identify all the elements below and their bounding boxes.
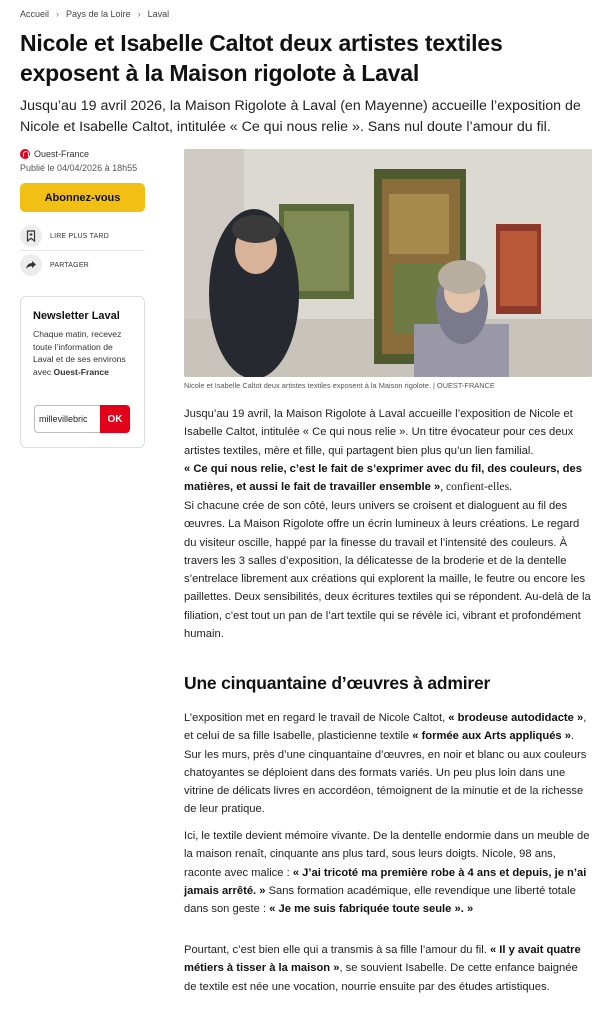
sidebar-divider [20, 250, 145, 251]
quote: « brodeuse autodidacte » [448, 712, 584, 724]
article-title: Nicole et Isabelle Caltot deux artistes textiles exposent à la Maison rigolote à Laval [20, 30, 503, 86]
article-meta [20, 149, 170, 173]
newsletter-ok-button[interactable]: OK [100, 405, 130, 433]
chevron-right-icon: › [56, 9, 60, 19]
photo-illustration [184, 149, 592, 377]
quote: « Il y avait quatre métiers à tisser à la maison » [184, 944, 581, 975]
paragraph-text: . Sur les murs, près d’une cinquantaine d’œuvres, en noir et blanc ou aux couleurs chatoyantes se déploient dans des formats variés. Un peu plus loin dans une vitrine de délicats livres en accordéon, témoignent de la minutie et de la richesse de leur pratique. [184, 730, 587, 816]
paragraph-text: , et celui de sa fille Isabelle, plasticienne textile [184, 712, 587, 743]
quote: « Ce qui nous relie, c’est le fait de s’exprimer avec du fil, des couleurs, des matières, et aussi le fait de travailler ensemble » [184, 462, 582, 494]
share-label: PARTAGER [50, 261, 89, 269]
newsletter-box [20, 296, 145, 448]
breadcrumb [20, 9, 169, 19]
read-later-button[interactable] [20, 225, 109, 247]
paragraph-text: , confient-elles. [440, 480, 512, 494]
quote: « J’ai tricoté ma première robe à 4 ans et depuis, je n’ai jamais arrêté. » [184, 866, 587, 897]
article-paragraph-4 [184, 827, 592, 918]
paragraph-text: , se souvient Isabelle. De cette enfance baignée de textile est née une vocation, nourrie ensuite par des études artistiques. [184, 962, 578, 993]
article-lede: Jusqu’au 19 avril 2026, la Maison Rigolote à Laval (en Mayenne) accueille l’exposition de Nicole et Isabelle Caltot, intitulée « Ce qui nous relie ». Sans nul doute l’amour du fil. [20, 98, 581, 135]
subscribe-button[interactable]: Abonnez-vous [20, 183, 145, 212]
paragraph-text: Jusqu’au 19 avril, la Maison Rigolote à Laval accueille l’exposition de Nicole et Isabelle Caltot, intitulée « Ce qui nous relie ». Un titre évocateur pour ces deux artistes textiles, mère et fille, qui partagent bien plus qu’un lien familial. [184, 408, 574, 457]
article-paragraph-1 [184, 405, 592, 496]
breadcrumb-link-city[interactable]: Laval [147, 9, 170, 19]
paragraph-text: Ici, le textile devient mémoire vivante. De la dentelle endormie dans un meuble de la maison renaît, cinquante ans plus tard, sous leurs doigts. Nicole, 98 ans, raconte avec malice : [184, 830, 590, 879]
newsletter-title: Newsletter Laval [33, 310, 120, 322]
paragraph-text: Pourtant, c’est bien elle qui a transmis à sa fille l’amour du fil. [184, 944, 490, 956]
article-paragraph-2: Si chacune crée de son côté, leurs univers se croisent et dialoguent au fil des œuvres. La Maison Rigolote offre un écrin lumineux à leurs créations. Le regard du visiteur oscille, happé par la finesse du travail et l’intensité des couleurs. À travers les 3 salles d’exposition, la délicatesse de la broderie et de la dentelle s’entrelace librement aux créations qui explorent la maille, le feutre ou encore les paillettes. Deux sensibilités, deux écritures textiles qui se répondent. Au-delà de la filiation, c’est tout un pan de l’art textile qui se révèle ici, vibrant et profondément humain. [184, 500, 591, 641]
source-name: Ouest-France [34, 149, 90, 159]
article-subheading: Une cinquantaine d’œuvres à admirer [184, 673, 491, 693]
photo-caption: Nicole et Isabelle Caltot deux artistes textiles exposent à la Maison rigolote. | OUEST-FRANCE [184, 381, 495, 390]
chevron-right-icon: › [137, 9, 141, 19]
newsletter-description [33, 328, 132, 378]
publish-date: Publié le 04/04/2026 à 18h55 [20, 163, 138, 173]
article-photo [184, 149, 592, 377]
read-later-label: LIRE PLUS TARD [50, 232, 109, 240]
quote-close: » [463, 903, 474, 916]
paragraph-text: L’exposition met en regard le travail de Nicole Caltot, [184, 712, 449, 724]
share-button[interactable] [20, 254, 89, 276]
breadcrumb-link-accueil[interactable]: Accueil [20, 9, 50, 19]
newsletter-brand: Ouest-France [53, 366, 109, 377]
breadcrumb-link-region[interactable]: Pays de la Loire [66, 9, 131, 19]
article-paragraph-3 [184, 709, 592, 819]
newsletter-form [34, 405, 130, 433]
newsletter-text: Chaque matin, recevez toute l’information de Laval et de ses environs avec [33, 329, 126, 377]
ouest-france-logo-icon [20, 149, 30, 159]
article-paragraph-5 [184, 941, 592, 996]
quote: « Je me suis fabriquée toute seule ». [269, 903, 464, 916]
article-source [20, 149, 170, 159]
newsletter-email-input[interactable] [34, 405, 100, 433]
quote: « formée aux Arts appliqués » [412, 730, 571, 743]
share-arrow-icon [20, 254, 42, 276]
bookmark-icon [20, 225, 42, 247]
paragraph-text: Sans formation académique, elle revendique une liberté totale dans son geste : [184, 884, 576, 916]
